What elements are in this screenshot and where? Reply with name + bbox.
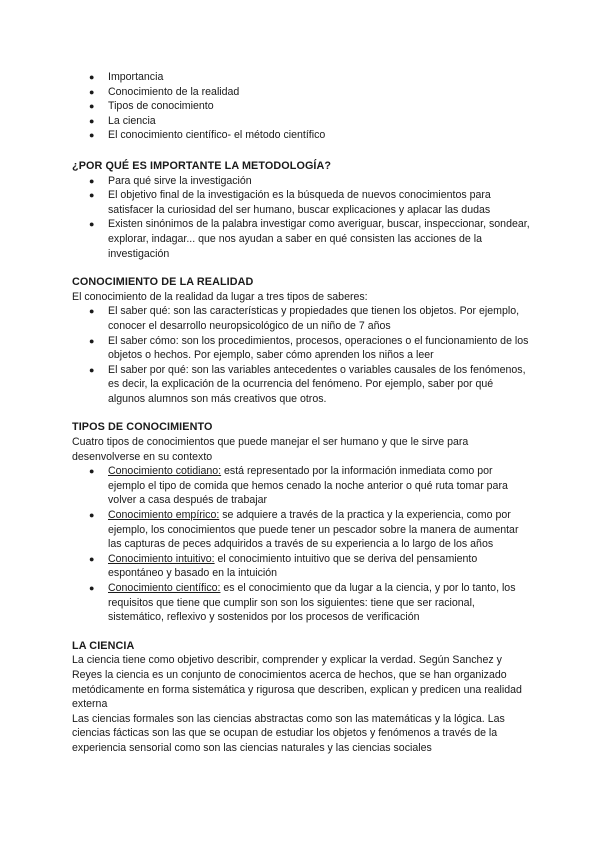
importance-list: [72, 174, 530, 262]
reality-list: [72, 304, 530, 406]
term-label: Conocimiento cotidiano:: [108, 465, 222, 478]
list-item: ● Conocimiento cotidiano: está representado por la información inmediata como por ejemplo el tipo de comida que hemos cenado la noche anterior o qué ruta tomar para volver a casa después de trabajar: [89, 465, 508, 507]
term-label: Conocimiento científico:: [108, 582, 221, 594]
list-item: ● El conocimiento científico- el método científico: [89, 129, 326, 142]
bullet-icon: ●: [89, 219, 95, 230]
list-item: ● El saber por qué: son las variables antecedentes o variables causales de los fenómenos, es decir, la explicación de la ocurrencia del fenómeno. Por ejemplo, saber por qué algunos alumnos son más creativos que otros.: [89, 363, 526, 405]
bullet-icon: ●: [89, 466, 95, 477]
bullet-icon: ●: [89, 130, 95, 141]
term-label: Conocimiento empírico:: [108, 509, 220, 522]
bullet-icon: ●: [89, 72, 95, 82]
list-item: ● Conocimiento de la realidad: [89, 85, 240, 98]
table-of-contents: [72, 70, 530, 143]
types-list: [72, 464, 530, 625]
types-intro: Cuatro tipos de conocimientos que puede manejar el ser humano y que le sirve para desenvolverse en su contexto: [72, 436, 469, 463]
list-item: ● Conocimiento científico: es el conocimiento que da lugar a la ciencia, y por lo tanto, los requisitos que tiene que cumplir son son los siguientes: tiene que ser racional, sistemático, reflexivo y sostenidos por los procesos de verificación: [89, 582, 516, 624]
bullet-icon: ●: [89, 175, 95, 186]
list-item: ● El saber qué: son las características y propiedades que tienen los objetos. Por ejemplo, conocer el desarrollo neuropsicológico de un niño de 7 años: [89, 305, 520, 332]
section-heading-reality: CONOCIMIENTO DE LA REALIDAD: [72, 276, 254, 289]
science-paragraph-1: La ciencia tiene como objetivo describir, comprender y explicar la verdad. Según Sanchez y Reyes la ciencia es un conjunto de conocimientos acerca de hechos, que se han organizado metódicamente en forma sistemática y rigurosa que describen, explican y predicen una realidad externa: [72, 654, 522, 711]
bullet-icon: ●: [89, 101, 95, 112]
bullet-icon: ●: [89, 115, 95, 126]
term-label: Conocimiento intuitivo:: [108, 552, 215, 565]
bullet-icon: ●: [89, 510, 95, 521]
list-item: ● Importancia: [89, 71, 164, 83]
list-item: ● El objetivo final de la investigación es la búsqueda de nuevos conocimientos para satisfacer la curiosidad del ser humano, buscar explicaciones y aplacar las dudas: [89, 189, 491, 216]
bullet-icon: ●: [89, 553, 95, 564]
science-paragraph-2: Las ciencias formales son las ciencias abstractas como son las matemáticas y la lógica. Las ciencias fácticas son las que se ocupan de estudiar los objetos y fenómenos a través de la experiencia sensorial como son las ciencias naturales y las ciencias sociales: [72, 712, 505, 754]
list-item: ● Conocimiento empírico: se adquiere a través de la practica y la experiencia, como por ejemplo, los conocimientos que puede tener un pescador sobre la manera de aumentar las capturas de peces adquiridos a través de su experiencia a lo largo de los años: [89, 509, 519, 551]
bullet-icon: ●: [89, 335, 95, 346]
section-heading-types: TIPOS DE CONOCIMIENTO: [72, 421, 213, 434]
reality-intro: El conocimiento de la realidad da lugar a tres tipos de saberes:: [72, 290, 368, 303]
list-item: ● Tipos de conocimiento: [89, 100, 214, 113]
section-heading-science: LA CIENCIA: [72, 639, 135, 652]
list-item: ● Conocimiento intuitivo: el conocimiento intuitivo que se deriva del pensamiento espontáneo y basado en la intuición: [89, 552, 478, 580]
bullet-icon: ●: [89, 364, 95, 375]
bullet-icon: ●: [89, 583, 95, 593]
bullet-icon: ●: [89, 86, 95, 97]
list-item: ● El saber cómo: son los procedimientos, procesos, operaciones o el funcionamiento de los objetos o hechos. Por ejemplo, saber cómo aprenden los niños a leer: [89, 334, 529, 362]
list-item: ● Existen sinónimos de la palabra investigar como averiguar, buscar, inspeccionar, sondear, explorar, indagar... que nos ayudan a saber en qué consisten las acciones de la investigación: [89, 218, 530, 260]
bullet-icon: ●: [89, 190, 95, 201]
section-heading-importance: ¿POR QUÉ ES IMPORTANTE LA METODOLOGÍA?: [72, 159, 332, 172]
list-item: ● La ciencia: [89, 114, 156, 127]
list-item: ● Para qué sirve la investigación: [89, 174, 252, 187]
bullet-icon: ●: [89, 306, 95, 317]
